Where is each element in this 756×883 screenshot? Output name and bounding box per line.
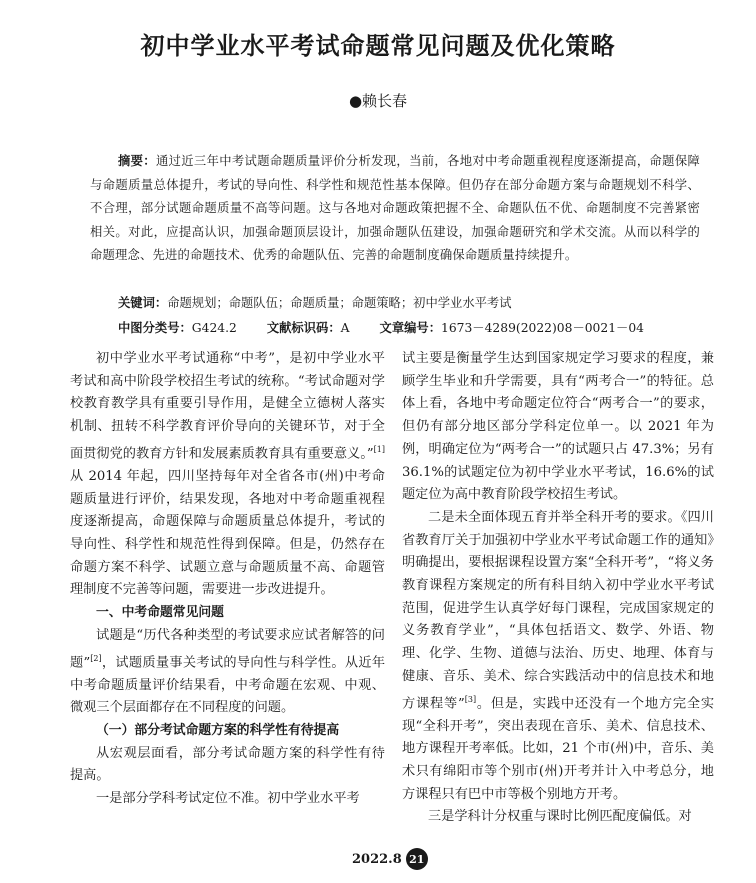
clc-number [118,318,237,336]
section-heading: 一、中考命题常见问题 [96,605,224,621]
classification-line [118,318,718,336]
text: 从 2014 年起，四川坚持每年对全省各市(州)中考命题质量进行评价，结果发现，各地对中考命题重视程度逐渐提高，命题保障与命题质量总体提升，考试的导向性、科学性和规范性得到保障。但是，仍然存在命题方案不科学、试题立意与命题质量不高、命题管理制度不完善等问题，需要进一步改进提升。 [70,468,385,598]
paragraph: 一是部分学科考试定位不准。初中学业水平考 [96,791,360,807]
doc-label: 文献标识码： [266,321,341,335]
paragraph [70,625,385,720]
abstract-text: 通过近三年中考试题命题质量评价分析发现，当前，各地对中考命题重视程度逐渐提高，命题保障与命题质量总体提升，考试的导向性、科学性和规范性基本保障。但仍存在部分命题方案与命题规划不科学、不合理，部分试题命题质量不高等问题。这与各地对命题政策把握不全、命题队伍不优、命题制度不完善紧密相关。对此，应提高认识，加强命题顶层设计，加强命题队伍建设，加强命题研究和学术交流。从而以科学的命题理念、先进的命题技术、优秀的命题队伍、完善的命题制度确保命题质量持续提升。 [90,154,700,262]
text: ，试题质量事关考试的导向性与科学性。从近年中考命题质量评价结果看，中考命题在宏观、中观、微观三个层面都存在不同程度的问题。 [70,654,386,716]
page-footer [352,848,428,870]
paragraph: 试主要是衡量学生达到国家规定学习要求的程度，兼顾学生毕业和升学需要，具有“两考合一”的特征。总体上看，各地中考命题定位符合“两考合一”的要求，但仍有部分地区部分学科定位单一。以 2021 年为例，明确定位为“两考合一”的试题只占 47.3%；另有 36.1%的试题定位为初中学业水平考试，16.6%的试题定位为高中教育阶段学校招生考试。 [402,351,714,503]
keywords [118,293,718,311]
clc-label: 中图分类号： [118,321,192,335]
abstract-label: 摘要： [118,154,156,168]
reference-mark: [1] [373,444,385,454]
reference-mark: [2] [90,653,102,663]
abstract [90,150,700,268]
text: 。但是，实践中还没有一个地方完全实现“全科开考”，突出表现在音乐、美术、信息技术、地方课程开考率低。比如，21 个市(州)中，音乐、美术只有绵阳市等个别市(州)开考并计入中考总分，地方课程只有巴中市等极个别地方开考。 [402,695,715,802]
article-value: 1673－4289(2022)08－0021－04 [441,321,644,335]
reference-mark: [3] [464,694,477,704]
keywords-text: 命题规划；命题队伍；命题质量；命题策略；初中学业水平考试 [167,296,512,310]
paragraph [70,348,385,602]
author-name: ●赖长春 [348,92,408,110]
paragraph [402,507,714,807]
issue-date: 2022.8 [352,851,402,867]
paragraph: 从宏观层面看，部分考试命题方案的科学性有待提高。 [70,745,385,784]
text: 试题是“历代各种类型的考试要求应试者解答的问题” [70,627,385,670]
document-code [267,318,350,336]
text: 初中学业水平考试通称“中考”，是初中学业水平考试和高中阶段学校招生考试的统称。“考试命题对学校教育教学具有重要引导作用，是健全立德树人落实机制、扭转不科学教育评价导向的关键环节，对于全面贯彻党的教育方针和发展素质教育具有重要意义。” [70,351,385,462]
doc-value: A [340,321,350,335]
article-title: 初中学业水平考试命题常见问题及优化策略 [140,32,616,60]
article-label: 文章编号： [379,321,442,335]
article-number [380,318,644,336]
left-column [70,348,385,811]
paragraph: 三是学科计分权重与课时比例匹配度偏低。对 [428,809,692,825]
right-column [402,348,714,829]
subsection-heading: （一）部分考试命题方案的科学性有待提高 [96,723,340,739]
text: 二是未全面体现五育并举全科开考的要求。《四川省教育厅关于加强初中学业水平考试命题工作的通知》明确提出，要根据课程设置方案“全科开考”，“将义务教育课程方案规定的所有科目纳入初中学业水平考试范围，促进学生认真学好每门课程，完成国家规定的义务教育学业”，“具体包括语文、数学、外语、物理、化学、生物、道德与法治、历史、地理、体育与健康、音乐、美术、综合实践活动中的信息技术和地方课程等” [402,509,714,711]
page-number: 21 [406,848,428,870]
clc-value: G424.2 [191,321,237,335]
keywords-label: 关键词： [118,296,168,310]
